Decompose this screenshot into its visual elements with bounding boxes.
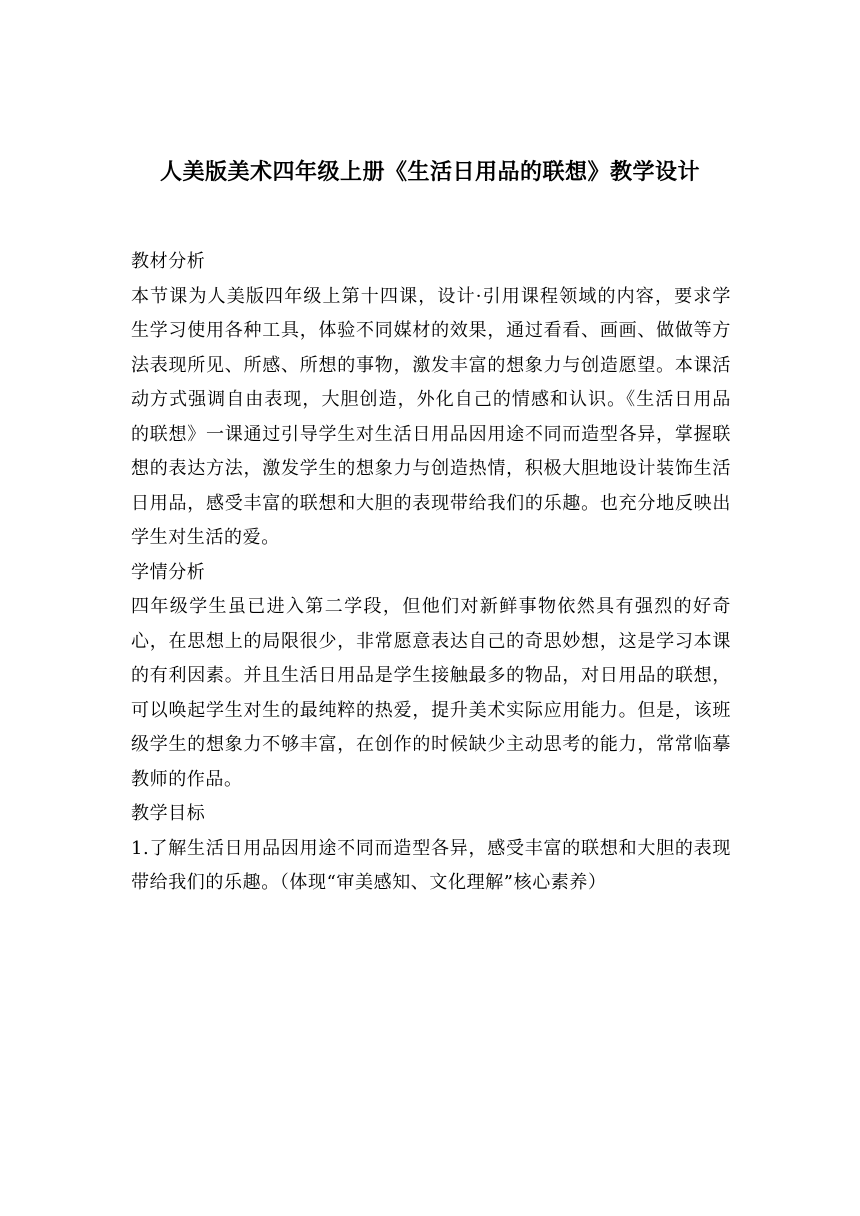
section-heading: 教学目标 [131,803,206,824]
section-heading: 学情分析 [131,561,206,583]
document-body [131,245,731,901]
objective-item: 1.了解生活日用品因用途不同而造型各异，感受丰富的联想和大胆的表现带给我们的乐趣。（体现“审美感知、文化理解”核心素养） [131,837,731,893]
section-teaching-objectives [131,797,731,901]
section-textbook-analysis [131,245,731,556]
document-title: 人美版美术四年级上册《生活日用品的联想》教学设计 [159,160,700,185]
section-learner-analysis [131,556,731,798]
paragraph: 四年级学生虽已进入第二学段，但他们对新鲜事物依然具有强烈的好奇心，在思想上的局限很少，非常愿意表达自己的奇思妙想，这是学习本课的有利因素。并且生活日用品是学生接触最多的物品，对日用品的联想，可以唤起学生对生的最纯粹的热爱，提升美术实际应用能力。但是，该班级学生的想象力不够丰富，在创作的时候缺少主动思考的能力，常常临摹教师的作品。 [131,596,731,790]
section-heading: 教材分析 [131,251,206,272]
paragraph: 本节课为人美版四年级上第十四课，设计·引用课程领域的内容，要求学生学习使用各种工具，体验不同媒材的效果，通过看看、画画、做做等方法表现所见、所感、所想的事物，激发丰富的想象力与创造愿望。本课活动方式强调自由表现，大胆创造，外化自己的情感和认识。《生活日用品的联想》一课通过引导学生对生活日用品因用途不同而造型各异，掌握联想的表达方法，激发学生的想象力与创造热情，积极大胆地设计装饰生活日用品，感受丰富的联想和大胆的表现带给我们的乐趣。也充分地反映出学生对生活的爱。 [131,285,731,548]
